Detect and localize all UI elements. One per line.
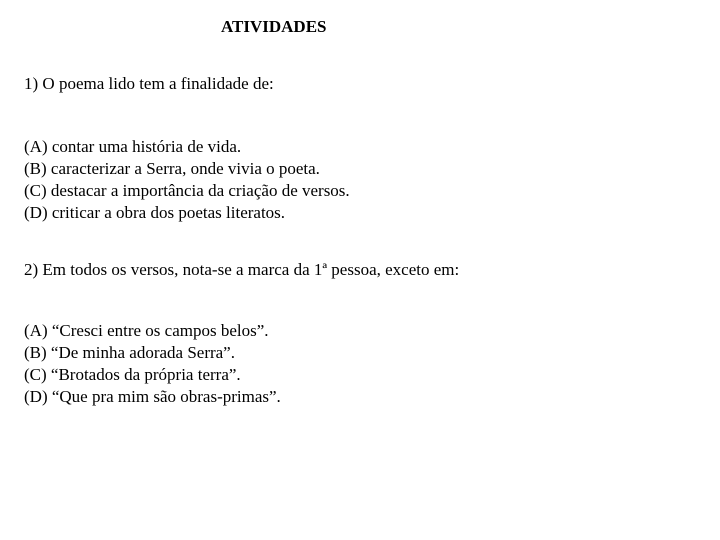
question-1-option-b: (B) caracterizar a Serra, onde vivia o poeta. bbox=[24, 159, 320, 178]
question-2-option-a: (A) “Cresci entre os campos belos”. bbox=[24, 321, 269, 340]
question-2-option-d: (D) “Que pra mim são obras-primas”. bbox=[24, 387, 281, 406]
question-1-prompt: 1) O poema lido tem a finalidade de: bbox=[24, 74, 274, 93]
question-1-option-a: (A) contar uma história de vida. bbox=[24, 137, 242, 156]
question-2-option-c: (C) “Brotados da própria terra”. bbox=[24, 365, 241, 384]
page-title: ATIVIDADES bbox=[221, 17, 327, 36]
question-2-option-b: (B) “De minha adorada Serra”. bbox=[24, 343, 235, 362]
question-1-option-c: (C) destacar a importância da criação de versos. bbox=[24, 181, 350, 200]
question-2-prompt: 2) Em todos os versos, nota-se a marca da 1ª pessoa, exceto em: bbox=[24, 260, 460, 279]
question-1-option-d: (D) criticar a obra dos poetas literatos. bbox=[24, 203, 286, 222]
